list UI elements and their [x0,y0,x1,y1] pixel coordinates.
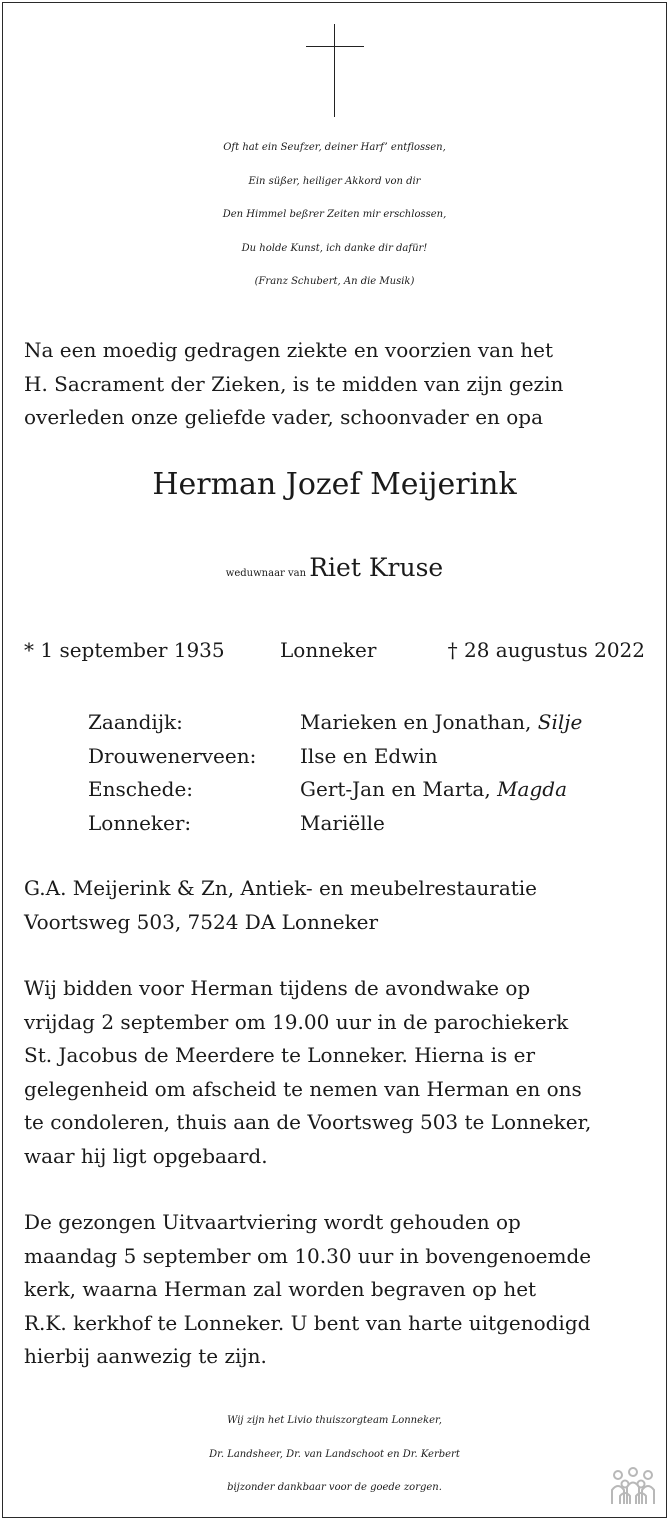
wake-line: gelegenheid om afscheid te nemen van Herman en ons [24,1076,582,1101]
funeral-line: De gezongen Uitvaartviering wordt gehouden op [24,1210,521,1234]
widower-line [0,552,669,590]
poem-attribution: (Franz Schubert, An die Musik) [254,276,415,287]
intro-text [24,334,644,435]
family-names: Mariëlle [300,810,385,835]
intro-line: Na een moedig gedragen ziekte en voorzien van het [24,338,554,362]
wake-line: vrijdag 2 september om 19.00 uur in de parochiekerk [24,1009,569,1034]
poem [0,131,669,299]
poem-line: Du holde Kunst, ich danke dir dafür! [241,242,428,254]
family-names: Marieken en Jonathan, Silje [300,710,583,734]
funeral-line: maandag 5 september om 10.30 uur in bovengenoemde [24,1243,592,1268]
thanks-paragraph [0,1404,669,1505]
funeral-paragraph [24,1206,644,1374]
poem-line: Oft hat ein Seufzer, deiner Harf’ entflossen, [223,142,446,153]
grandchild-name: Magda [497,777,567,801]
wake-line: Wij bidden voor Herman tijdens de avondwake op [24,976,531,1000]
funeral-line: kerk, waarna Herman zal worden begraven op het [24,1277,537,1301]
funeral-line: hierbij aanwezig te zijn. [24,1344,267,1368]
wake-paragraph [24,972,644,1173]
poem-line: Den Himmel beßrer Zeiten mir erschlossen, [222,209,447,220]
funeral-line: R.K. kerkhof te Lonneker. U bent van harte uitgenodigd [24,1310,591,1335]
thanks-line: Wij zijn het Livio thuiszorgteam Lonneker, [227,1415,442,1426]
death-date: † 28 augustus 2022 [447,638,645,662]
family-place: Zaandijk: [88,710,183,734]
business-address [24,872,644,939]
family-names: Gert-Jan en Marta, Magda [300,777,567,801]
family-row [88,706,582,740]
family-row [88,773,582,807]
business-line: Voortsweg 503, 7524 DA Lonneker [24,909,379,934]
grandchild-name: Silje [537,710,583,734]
family-place: Drouwenerveen: [88,743,257,768]
wake-line: te condoleren, thuis aan de Voortsweg 503 te Lonneker, [24,1110,592,1134]
family-names: Ilse en Edwin [300,743,438,768]
thanks-line: bijzonder dankbaar voor de goede zorgen. [227,1482,442,1493]
people-group-icon [608,1466,658,1506]
family-place: Lonneker: [88,810,192,835]
family-list [88,706,582,840]
family-row [88,807,582,841]
birth-date: * 1 september 1935 [24,638,225,662]
widower-prefix: weduwnaar van [225,568,307,579]
residence-place: Lonneker [280,638,377,662]
deceased-name: Herman Jozef Meijerink [152,467,517,502]
intro-line: overleden onze geliefde vader, schoonvader en opa [24,405,544,429]
poem-line: Ein süßer, heiliger Akkord von dir [248,175,421,187]
spouse-name: Riet Kruse [309,553,444,582]
family-place: Enschede: [88,777,194,801]
wake-line: St. Jacobus de Meerdere te Lonneker. Hierna is er [24,1043,536,1067]
family-row [88,740,582,774]
wake-line: waar hij ligt opgebaard. [24,1143,268,1168]
intro-line: H. Sacrament der Zieken, is te midden van zijn gezin [24,371,564,396]
thanks-line: Dr. Landsheer, Dr. van Landschoot en Dr. Kerbert [209,1448,460,1460]
business-line: G.A. Meijerink & Zn, Antiek- en meubelrestauratie [24,876,538,900]
